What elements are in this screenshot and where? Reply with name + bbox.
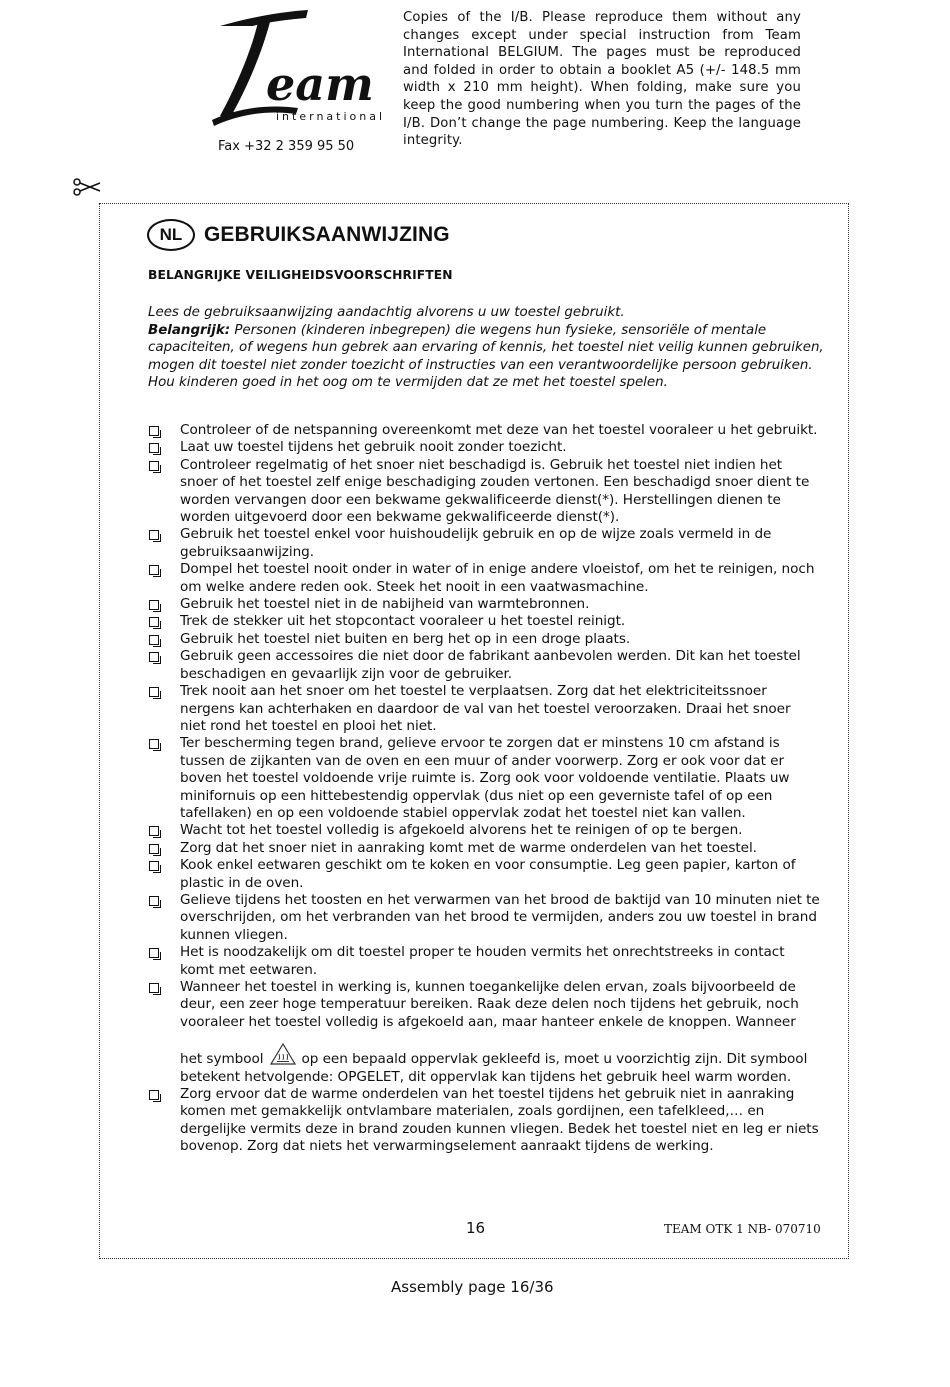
- important-text: Personen (kinderen inbegrepen) die wegens hun fysieke, sensoriële of mentale capaciteiten, of wegens hun gebrek aan ervaring of kennis, het toestel niet veilig kunnen gebruiken, mogen dit toestel niet zonder toezicht of instructies van een verantwoordelijke persoon gebruiken. Hou kinderen goed in het oog om te vermijden dat ze met het toestel spelen.: [148, 322, 824, 390]
- list-item: Kook enkel eetwaren geschikt om te koken en voor consumptie. Leg geen papier, karton of plastic in de oven.: [148, 857, 820, 892]
- language-badge: NL: [147, 219, 195, 251]
- checkbox-icon: [149, 635, 159, 645]
- page-title: GEBRUIKSAANWIJZING: [204, 223, 450, 246]
- list-item: Zorg dat het snoer niet in aanraking komt met de warme onderdelen van het toestel.: [148, 840, 820, 857]
- list-item: Wacht tot het toestel volledig is afgekoeld alvorens het te reinigen of op te bergen.: [148, 822, 820, 839]
- checkbox-icon: [149, 600, 159, 610]
- list-item: Gebruik het toestel enkel voor huishoudelijk gebruik en op de wijze zoals vermeld in de gebruiksaanwijzing.: [148, 526, 820, 561]
- section-heading: [147, 219, 450, 251]
- checkbox-icon: [149, 443, 159, 453]
- hot-surface-icon: [270, 1043, 296, 1065]
- checkbox-icon: [149, 948, 159, 958]
- list-item: Controleer of de netspanning overeenkomt met deze van het toestel vooraleer u het gebruikt.: [148, 422, 820, 439]
- scissors-icon: [72, 176, 102, 198]
- checkbox-icon: [149, 983, 159, 993]
- list-item: Het is noodzakelijk om dit toestel proper te houden vermits het onrechtstreeks in contact komt met eetwaren.: [148, 944, 820, 979]
- safety-subheading: BELANGRIJKE VEILIGHEIDSVOORSCHRIFTEN: [148, 268, 453, 282]
- list-item: Dompel het toestel nooit onder in water of in enige andere vloeistof, om het te reinigen, noch om welke andere reden ook. Steek het nooit in een vaatwasmachine.: [148, 561, 820, 596]
- intro-paragraph: [148, 304, 828, 392]
- checkbox-icon: [149, 844, 159, 854]
- checkbox-icon: [149, 739, 159, 749]
- checkbox-icon: [149, 565, 159, 575]
- checkbox-icon: [149, 426, 159, 436]
- fax-number: Fax +32 2 359 95 50: [218, 139, 355, 154]
- list-item: Gebruik het toestel niet buiten en berg het op in een droge plaats.: [148, 631, 820, 648]
- intro-line: Lees de gebruiksaanwijzing aandachtig alvorens u uw toestel gebruikt.: [148, 305, 625, 320]
- list-item: Gelieve tijdens het toosten en het verwarmen van het brood de baktijd van 10 minuten niet te overschrijden, om het verbranden van het brood te vermijden, anders zou uw toestel in brand kunnen vliegen.: [148, 892, 820, 944]
- safety-list: [148, 422, 820, 1156]
- list-item: Gebruik geen accessoires die niet door de fabrikant aanbevolen werden. Dit kan het toestel beschadigen en gevaarlijk zijn voor de gebruiker.: [148, 648, 820, 683]
- checkbox-icon: [149, 826, 159, 836]
- checkbox-icon: [149, 530, 159, 540]
- list-item: Gebruik het toestel niet in de nabijheid van warmtebronnen.: [148, 596, 820, 613]
- important-note: [148, 322, 828, 392]
- list-item: Laat uw toestel tijdens het gebruik nooit zonder toezicht.: [148, 439, 820, 456]
- checkbox-icon: [149, 461, 159, 471]
- important-label: Belangrijk:: [148, 322, 231, 338]
- checkbox-icon: [149, 861, 159, 871]
- list-item: Ter bescherming tegen brand, gelieve ervoor te zorgen dat er minstens 10 cm afstand is tussen de zijkanten van de oven en een muur of ander voorwerp. Zorg er ook voor dat er boven het toestel voldoende vrije ruimte is. Zorg ook voor voldoende ventilatie. Plaats uw minifornuis op een hittebestendig oppervlak (dus niet op een geverniste tafel of op een tafellaken) en op een voldoende stabiel oppervlak zodat het toestel niet kan vallen.: [148, 735, 820, 822]
- assembly-page: Assembly page 16/36: [391, 1278, 554, 1296]
- list-item: Trek de stekker uit het stopcontact vooraleer u het toestel reinigt.: [148, 613, 820, 630]
- checkbox-icon: [149, 617, 159, 627]
- svg-text:international: international: [276, 110, 386, 123]
- list-item: Controleer regelmatig of het snoer niet beschadigd is. Gebruik het toestel niet indien het snoer of het toestel zelf enige beschadiging zouden vertonen. Een beschadigd snoer dient te worden vervangen door een bekwame gekwalificeerde dienst(*). Herstellingen dienen te worden uitgevoerd door een bekwame gekwalificeerde dienst(*).: [148, 457, 820, 527]
- page-number: 16: [466, 1219, 486, 1237]
- svg-text:eam: eam: [266, 57, 374, 111]
- list-item: Trek nooit aan het snoer om het toestel te verplaatsen. Zorg dat het elektriciteitssnoer nergens kan achterhaken en daardoor de val van het toestel veroorzaken. Draai het snoer niet rond het toestel en plooi het niet.: [148, 683, 820, 735]
- document-code: TEAM OTK 1 NB- 070710: [664, 1222, 821, 1236]
- list-item: Zorg ervoor dat de warme onderdelen van het toestel tijdens het gebruik niet in aanraking komen met gemakkelijk ontvlambare materialen, zoals gordijnen, een tafelkleed,… en dergelijke vermits deze in brand zouden kunnen vliegen. Bedek het toestel niet en leg er niets bovenop. Zorg dat niets het verwarmingselement aanraakt tijdens de werking.: [148, 1086, 820, 1156]
- list-item: Wanneer het toestel in werking is, kunnen toegankelijke delen ervan, zoals bijvoorbeeld de deur, een zeer hoge temperatuur bereiken. Raak deze delen noch tijdens het gebruik, noch vooraleer het toestel volledig is afgekoeld aan, maar hanteer enkele de knoppen. Wanneer het symbool op een bepaald oppervlak gekleefd is, moet u voorzichtig zijn. Dit symbool betekent hetvolgende: OPGELET, dit oppervlak kan tijdens het gebruik heel warm worden.: [148, 979, 820, 1086]
- checkbox-icon: [149, 687, 159, 697]
- checkbox-icon: [149, 652, 159, 662]
- team-international-logo: [208, 8, 386, 130]
- copies-instructions: Copies of the I/B. Please reproduce them without any changes except under special instruction from Team International BELGIUM. The pages must be reproduced and folded in order to obtain a booklet A5 (+/- 148.5 mm width x 210 mm height). When folding, make sure you keep the good numbering when you turn the pages of the I/B. Don’t change the page numbering. Keep the language integrity.: [403, 10, 801, 149]
- checkbox-icon: [149, 1090, 159, 1100]
- checkbox-icon: [149, 896, 159, 906]
